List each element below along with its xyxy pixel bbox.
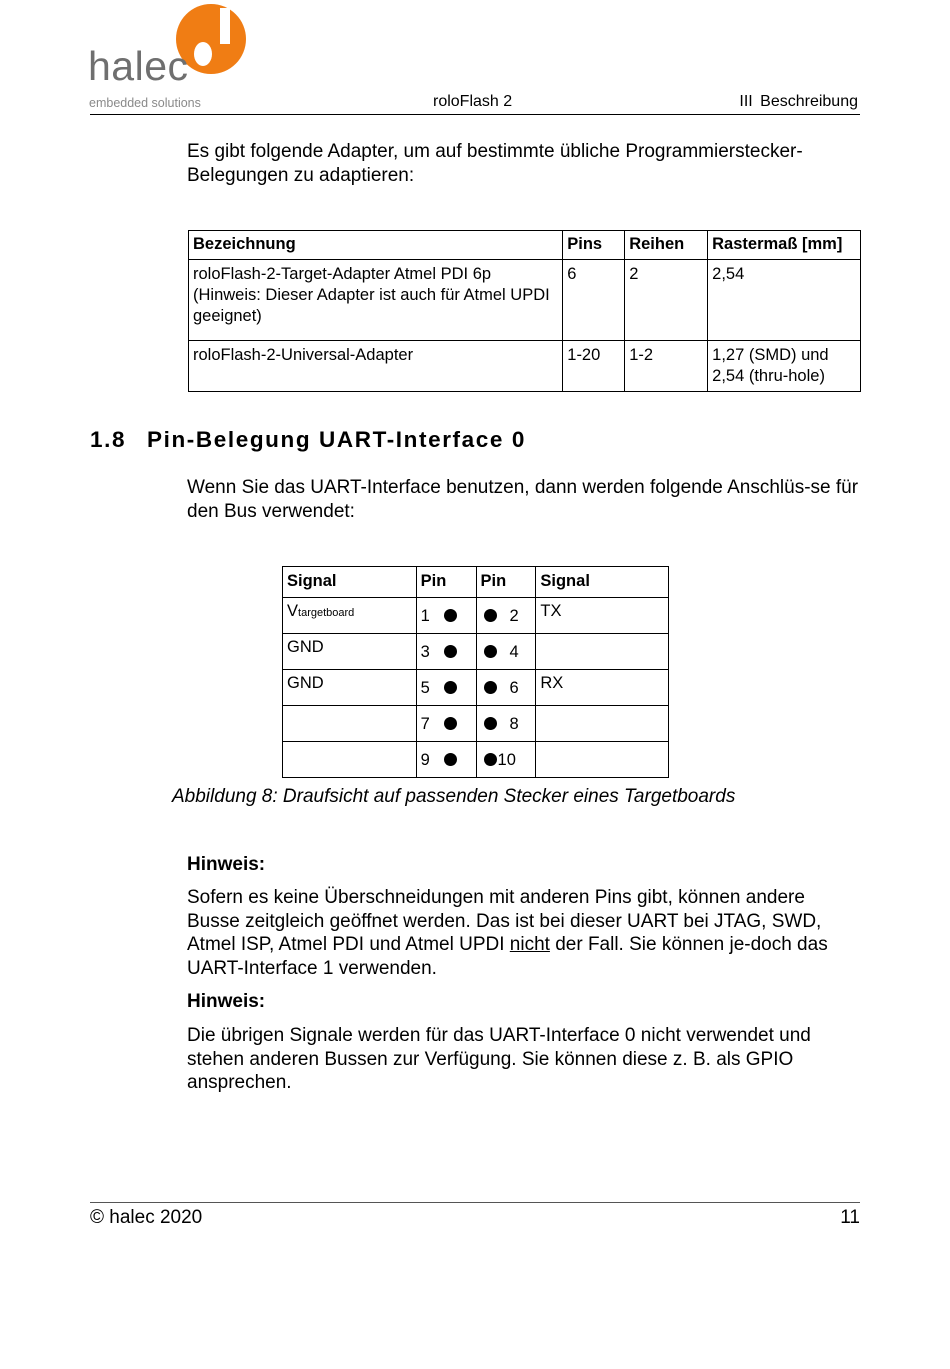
signal-cell <box>283 706 417 742</box>
pin-assignment-table <box>282 566 669 778</box>
pin-cell <box>476 598 536 634</box>
pin-number: 3 <box>420 643 430 661</box>
column-header: Reihen <box>625 231 708 260</box>
section-heading <box>90 429 526 452</box>
pin-dot-icon <box>444 609 457 622</box>
signal-cell <box>283 598 417 634</box>
pin-dot-icon <box>484 717 497 730</box>
pin-dot-icon <box>484 753 497 766</box>
table-cell: roloFlash-2-Universal-Adapter <box>189 341 563 392</box>
pin-number: 10 <box>497 751 516 769</box>
pin-dot-icon <box>484 681 497 694</box>
pin-number: 1 <box>420 607 430 625</box>
adapter-table <box>188 230 861 392</box>
pin-cell <box>416 742 476 778</box>
note-heading: Hinweis: <box>187 991 266 1012</box>
table-row <box>283 634 669 670</box>
note-heading: Hinweis: <box>187 854 266 875</box>
pin-cell <box>416 670 476 706</box>
signal-subscript: targetboard <box>298 607 355 619</box>
pin-number: 9 <box>420 751 430 769</box>
document-title: roloFlash 2 <box>433 93 513 110</box>
table-cell: 6 <box>563 260 625 341</box>
pin-dot-icon <box>444 753 457 766</box>
section-number: 1.8 <box>90 427 127 452</box>
table-cell: 1,27 (SMD) und 2,54 (thru-hole) <box>708 341 861 392</box>
note-paragraph: Die übrigen Signale werden für das UART-Interface 0 nicht verwendet und stehen anderen Bussen zur Verfügung. Sie können diese z. B. als GPIO ansprechen. <box>187 1025 811 1093</box>
table-row <box>189 341 861 392</box>
table-row <box>283 742 669 778</box>
table-row <box>283 670 669 706</box>
intro-paragraph: Es gibt folgende Adapter, um auf bestimmte übliche Programmierstecker-Belegungen zu adaptieren: <box>187 141 803 186</box>
table-row <box>283 598 669 634</box>
column-header: Signal <box>536 567 669 598</box>
uart-intro-paragraph: Wenn Sie das UART-Interface benutzen, dann werden folgende Anschlüs-se für den Bus verwendet: <box>187 477 859 522</box>
footer-copyright: © halec 2020 <box>90 1207 203 1228</box>
pin-number: 4 <box>509 643 519 661</box>
pin-dot-icon <box>444 645 457 658</box>
signal-cell: RX <box>536 670 669 706</box>
signal-cell <box>283 742 417 778</box>
signal-cell <box>536 634 669 670</box>
column-header: Signal <box>283 567 417 598</box>
table-cell: 1-20 <box>563 341 625 392</box>
chapter-title: III Beschreibung <box>739 93 858 110</box>
pin-cell <box>476 706 536 742</box>
signal-cell: TX <box>536 598 669 634</box>
signal-cell <box>536 742 669 778</box>
column-header: Bezeichnung <box>189 231 563 260</box>
pin-dot-icon <box>444 717 457 730</box>
halec-logo <box>88 2 250 112</box>
pin-number: 2 <box>509 607 519 625</box>
note-emphasis: nicht <box>509 934 550 955</box>
column-header: Pin <box>476 567 536 598</box>
pin-cell <box>416 634 476 670</box>
section-title: Pin-Belegung UART-Interface 0 <box>147 427 526 452</box>
logo-tagline: embedded solutions <box>89 96 201 110</box>
pin-dot-icon <box>444 681 457 694</box>
note-paragraph <box>187 886 859 980</box>
footer-divider <box>90 1202 860 1203</box>
table-row <box>283 706 669 742</box>
table-row <box>189 260 861 341</box>
note-text: Sofern es keine Überschneidungen mit anderen Pins gibt, können andere Busse zeitgleich geöffnet werden. Das ist bei dieser UART bei JTAG, SWD, Atmel ISP, Atmel PDI und Atmel UPDI <box>187 887 822 955</box>
signal-cell: GND <box>283 634 417 670</box>
table-cell: roloFlash-2-Target-Adapter Atmel PDI 6p (Hinweis: Dieser Adapter ist auch für Atmel UPDI geeignet) <box>189 260 563 341</box>
note-text: der Fall. Sie können je-doch das UART-Interface 1 verwenden. <box>187 934 828 979</box>
column-header: Rastermaß [mm] <box>708 231 861 260</box>
table-cell: 2 <box>625 260 708 341</box>
table-header-row <box>283 567 669 598</box>
pin-number: 6 <box>509 679 519 697</box>
page-number: 11 <box>840 1207 860 1228</box>
pin-number: 5 <box>420 679 430 697</box>
signal-cell: GND <box>283 670 417 706</box>
figure-caption: Abbildung 8: Draufsicht auf passenden Stecker eines Targetboards <box>172 786 736 807</box>
column-header: Pin <box>416 567 476 598</box>
signal-vtargetboard: V <box>287 602 299 620</box>
table-header-row <box>189 231 861 260</box>
pin-cell <box>476 634 536 670</box>
pin-cell <box>416 598 476 634</box>
column-header: Pins <box>563 231 625 260</box>
pin-cell <box>476 742 536 778</box>
table-cell: 1-2 <box>625 341 708 392</box>
pin-cell <box>416 706 476 742</box>
logo-wordmark: halec <box>88 43 189 89</box>
header-divider <box>90 114 860 115</box>
pin-dot-icon <box>484 645 497 658</box>
pin-number: 8 <box>509 715 519 733</box>
pin-dot-icon <box>484 609 497 622</box>
pin-number: 7 <box>420 715 430 733</box>
signal-cell <box>536 706 669 742</box>
table-cell: 2,54 <box>708 260 861 341</box>
pin-cell <box>476 670 536 706</box>
